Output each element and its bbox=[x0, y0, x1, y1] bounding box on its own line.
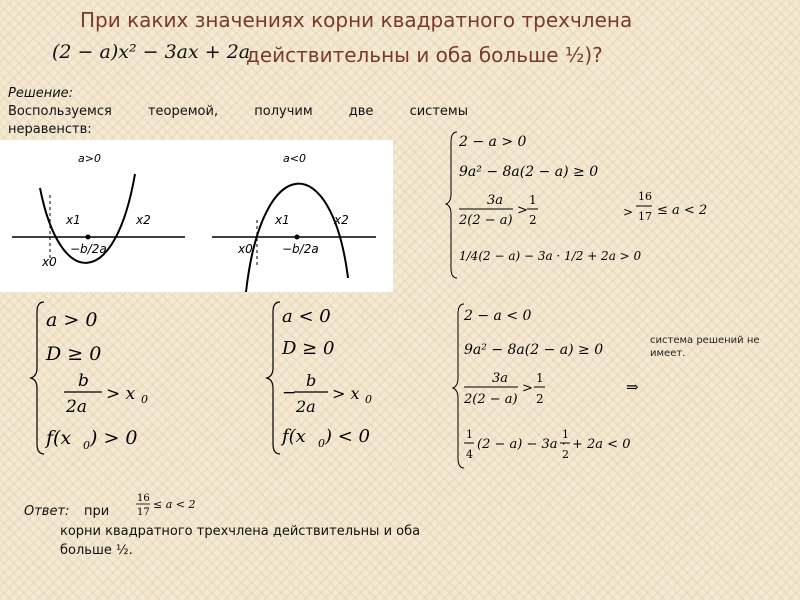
brace-a-pos bbox=[31, 302, 44, 454]
solution-word: системы bbox=[409, 104, 468, 119]
bottom-line1: 2 − a < 0 bbox=[464, 308, 532, 324]
result-den: 17 bbox=[638, 210, 652, 223]
no-solution-note: система решений не имеет. bbox=[650, 335, 760, 359]
parabola-graph-panel bbox=[0, 140, 393, 292]
system-top-line1: 2 − a > 0 bbox=[459, 134, 527, 150]
label-x1-right: x1 bbox=[275, 213, 290, 227]
gt-sign: > bbox=[522, 381, 533, 396]
bottom-frac-num: 3a bbox=[492, 371, 509, 386]
cond-a-pos: a>0 bbox=[78, 152, 101, 165]
system-top-line2: 9a² − 8a(2 − a) ≥ 0 bbox=[459, 164, 599, 180]
aneg-line4: f(x bbox=[282, 426, 306, 447]
implies-arrow: ⇒ bbox=[626, 378, 639, 396]
result-num: 16 bbox=[638, 190, 652, 203]
solution-word: теоремой, bbox=[147, 104, 219, 119]
answer-num: 16 bbox=[137, 493, 150, 504]
label-x2-left: x2 bbox=[136, 213, 151, 227]
answer-interval bbox=[134, 490, 204, 520]
bottom-q-num: 1 bbox=[466, 428, 473, 441]
parabola-graph bbox=[0, 140, 393, 292]
bottom-frac-den: 2(2 − a) bbox=[464, 392, 518, 407]
bottom-l4-half-den: 2 bbox=[562, 448, 569, 461]
page-title-line2: действительны и оба больше ½)? bbox=[246, 43, 603, 67]
system-top-frac-num: 3a bbox=[487, 193, 504, 208]
apos-sub: 0 bbox=[141, 393, 148, 406]
system-top-frac-den: 2(2 − a) bbox=[459, 213, 513, 228]
page-title: При каких значениях корни квадратного трехчлена bbox=[80, 8, 633, 32]
label-x1-left: x1 bbox=[66, 213, 81, 227]
aneg-sub: 0 bbox=[318, 437, 325, 450]
system-bottom bbox=[450, 298, 650, 478]
apos-line4-tail: ) > 0 bbox=[90, 427, 138, 449]
answer-den: 17 bbox=[137, 507, 150, 518]
aneg-frac-den: 2a bbox=[296, 397, 316, 416]
solution-text-line2: неравенств: bbox=[8, 122, 92, 137]
brace-top bbox=[446, 132, 457, 278]
bottom-line4-tail: + 2a < 0 bbox=[572, 437, 631, 452]
apos-frac-tail: > x bbox=[106, 384, 136, 404]
result-tail: ≤ a < 2 bbox=[657, 203, 708, 218]
aneg-frac-num: b bbox=[306, 371, 317, 390]
label-x0-left: x0 bbox=[42, 255, 57, 269]
solution-label: Решение: bbox=[8, 86, 74, 101]
system-a-negative bbox=[264, 298, 444, 458]
answer-label: Ответ: bbox=[24, 504, 70, 519]
solution-word: две bbox=[348, 104, 374, 119]
solution-word: Воспользуемся bbox=[8, 104, 112, 119]
aneg-line2: D ≥ 0 bbox=[282, 338, 335, 359]
minus-sign: − bbox=[282, 383, 297, 403]
apos-line4: f(x bbox=[46, 427, 72, 449]
label-vertex-left: −b/2a bbox=[70, 242, 107, 256]
bottom-line4: (2 − a) − 3a · bbox=[477, 437, 566, 452]
gt-sign: > bbox=[517, 203, 528, 218]
bottom-half-den: 2 bbox=[536, 392, 544, 406]
brace-bottom bbox=[453, 304, 464, 468]
apos-line1: a > 0 bbox=[46, 309, 98, 331]
apos-frac-num: b bbox=[78, 371, 89, 391]
brace-a-neg bbox=[267, 302, 280, 454]
system-top bbox=[445, 128, 745, 288]
vertex-point-left bbox=[86, 235, 91, 240]
answer-pri: при bbox=[84, 504, 110, 519]
system-top-line4: 1/4(2 − a) − 3a · 1/2 + 2a > 0 bbox=[459, 249, 642, 263]
vertex-point-right bbox=[295, 235, 300, 240]
bottom-half-num: 1 bbox=[536, 371, 544, 385]
label-x2-right: x2 bbox=[334, 213, 349, 227]
apos-frac-den: 2a bbox=[66, 397, 87, 417]
system-top-half-num: 1 bbox=[529, 193, 537, 207]
apos-sub: 0 bbox=[83, 439, 90, 452]
solution-text-line1 bbox=[8, 104, 468, 119]
bottom-line2: 9a² − 8a(2 − a) ≥ 0 bbox=[464, 342, 604, 358]
label-x0-right: x0 bbox=[238, 242, 253, 256]
aneg-frac-tail: > x bbox=[332, 384, 360, 403]
answer-tail: ≤ a < 2 bbox=[153, 498, 196, 511]
label-vertex-right: −b/2a bbox=[282, 242, 319, 256]
bottom-l4-half-num: 1 bbox=[562, 428, 569, 441]
system-a-positive bbox=[28, 298, 208, 458]
answer-text-line1: корни квадратного трехчлена действительны и оба bbox=[60, 524, 421, 539]
bottom-q-den: 4 bbox=[466, 448, 473, 461]
apos-line2: D ≥ 0 bbox=[46, 343, 102, 365]
aneg-sub: 0 bbox=[365, 393, 372, 406]
arrow-sign: > bbox=[623, 205, 634, 219]
system-top-half-den: 2 bbox=[529, 213, 537, 227]
answer-text-line2: больше ½. bbox=[60, 543, 133, 558]
header-formula: (2 − a)x² − 3ax + 2a bbox=[52, 41, 251, 63]
cond-a-neg: a<0 bbox=[283, 152, 306, 165]
aneg-line1: a < 0 bbox=[282, 306, 331, 327]
solution-word: получим bbox=[254, 104, 313, 119]
aneg-line4-tail: ) < 0 bbox=[325, 426, 370, 447]
